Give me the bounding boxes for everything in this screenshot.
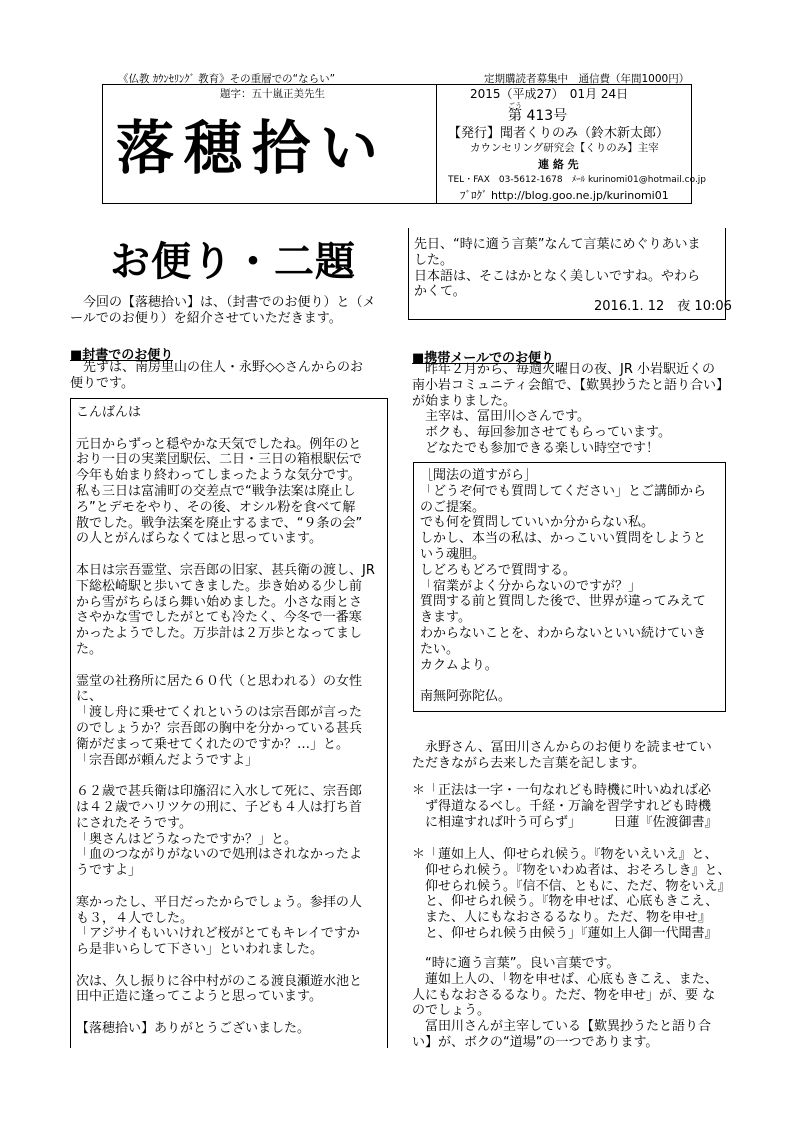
closing-tail-line: 人にもなおさるるなり。ただ、物を申せ」が、要 な [412, 987, 716, 1003]
issue-ruby: ごう [508, 102, 522, 110]
letter-continued-line: した。 [414, 252, 454, 268]
letter-lead [70, 360, 400, 392]
letter-line: 「宗吾郎が頼んだようですよ」 [76, 752, 259, 768]
letter-line [76, 1005, 386, 1021]
quote-line: 仰せられ候う。『物をいわぬ者は、おそろしき』と、 [412, 862, 731, 878]
letter-line [76, 658, 386, 674]
intro-line: ールでのお便り）を紹介させていただきます。 [70, 310, 342, 326]
closing-tail-line: 蓮如上人の、「物を申せば、心底もきこえ、また、 [412, 971, 718, 987]
letter-line: の人とがんばらなくてはと思っています。 [76, 531, 322, 547]
mail-lead [412, 362, 732, 457]
intro-line: 今回の【落穂拾い】は、（封書でのお便り）と（メ [70, 295, 376, 310]
blog-url: ﾌﾞﾛｸﾞ http://blog.goo.ne.jp/kurinomi01 [460, 189, 669, 202]
letter-line: 散でした。戦争法案を廃止するまで、“９条の会” [76, 515, 363, 531]
mail-line: 「どうぞ何でも質問してください」とご講師から [420, 483, 707, 499]
letter-line: も３，４人でした。 [76, 910, 194, 926]
letter-line: 「渡し舟に乗せてくれというのは宗吾郎が言った [76, 705, 363, 721]
letter-line [76, 421, 386, 437]
letter-continued [414, 237, 722, 300]
mail-line: たい。 [420, 641, 460, 657]
organization: カウンセリング研究会【くりのみ】主宰 [470, 142, 659, 154]
mail-line: しどろもどろで質問する。 [420, 562, 576, 578]
mail-line: のご提案。 [420, 499, 486, 515]
letter-line: 本日は宗吾霊堂、宗吾郎の旧家、甚兵衛の渡し、JR [76, 562, 375, 578]
masthead-divider [436, 84, 437, 204]
letter-date: 2016.1. 12 夜 10:06 [594, 299, 732, 314]
letter-line: おり一日の実業団駅伝、二日・三日の箱根駅伝で [76, 452, 363, 468]
header-left-note: 《仏教 ｶｳﾝｾﾘﾝｸﾞ 教育》その重層での“ならい” [118, 73, 336, 85]
letter-line: こんばんは [76, 405, 142, 420]
mail-line: 質問する前と質問した後で、世界が違ってみえて [420, 594, 706, 610]
mail-lead-line: 主宰は、冨田川◇さんです。 [412, 409, 590, 425]
mail-line [420, 673, 724, 689]
letter-line [76, 768, 386, 784]
letter-line: のでしょうか？宗吾郎の胸中を分かっている甚兵 [76, 720, 363, 736]
letter-body [76, 405, 386, 1037]
letter-continued-line: かくて。 [414, 284, 466, 300]
letter-line: から雪がちらほら舞い始めました。小さな雨とさ [76, 594, 363, 610]
mail-line: しかし、本当の私は、かっこいい質問をしようと [420, 531, 707, 547]
letter-lead-line: 便りです。 [70, 375, 134, 391]
letter-line: 「奥さんはどうなったですか？」と。 [76, 831, 298, 847]
mail-line: 南無阿弥陀仏。 [420, 689, 512, 705]
contact-label: 連 絡 先 [538, 158, 579, 171]
quote-line: また、人にもなおさるるなり。ただ、物を申せ』 [412, 910, 712, 926]
mail-lead-line: 昨年２月から、毎週火曜日の夜、JR 小岩駅近くの [412, 362, 715, 377]
publisher: 【発行】聞者くりのみ（鈴木新太郎） [448, 126, 670, 141]
closing-tail-line: “時に適う言葉”。良い言葉です。 [412, 956, 620, 971]
letter-line: 【落穂拾い】ありがとうございました。 [76, 1021, 311, 1037]
letter-line: に、 [76, 689, 103, 705]
issue-number: 第 413号 [508, 108, 568, 124]
closing-tail [412, 956, 737, 1051]
quote-line: 仰せられ候う。『信不信、ともに、ただ、物をいえ』 [412, 878, 731, 894]
letter-line: 元日からずっと穏やかな天気でしたね。例年のと [76, 436, 362, 452]
mail-line: カクムより。 [420, 657, 498, 673]
letter-line: 次は、久し振りに谷中村がのこる渡良瀬遊水池と [76, 973, 363, 989]
letter-line: 寒かったし、平日だったからでしょう。参拝の人 [76, 894, 362, 910]
closing-lead-line: 永野さん、冨田川さんからのお便りを読ませてい [412, 740, 712, 755]
mail-lead-line: が始まりました。 [412, 393, 517, 409]
letter-line [76, 547, 386, 563]
closing-tail-line: のでしょう。 [412, 1003, 491, 1019]
quote-nichiren [412, 783, 737, 830]
mail-line: ［聞法の道すがら］ [420, 468, 538, 483]
letter-line [76, 879, 386, 895]
letter-heading: ■封書でのお便り [70, 348, 174, 363]
letter-line: ６２歳で甚兵衛は印旛沼に入水して死に、宗吾郎 [76, 784, 363, 800]
letter-line: 下総松崎駅と歩いてきました。歩き始める少し前 [76, 578, 363, 594]
quote-line: ＊「正法は一字・一句なれども時機に叶いぬれば必 [412, 783, 712, 798]
header-right-note: 定期購読者募集中 通信費（年間1000円） [484, 73, 690, 85]
quote-line: と、仰せられ候う由候う」『蓮如上人御一代聞書』 [412, 925, 718, 941]
letter-line: 「血のつながりがないので処刑はされなかったよ [76, 847, 363, 863]
letter-line: 田中正造に逢ってこようと思っています。 [76, 989, 322, 1005]
letter-lead-line: 先ずは、南房里山の住人・永野◇◇さんからのお [70, 360, 363, 375]
mail-line: わからないことを、わからないといい続けていき [420, 625, 707, 641]
letter-line: ろ”とデモをやり、その後、オシル粉を食べて解 [76, 499, 356, 515]
contact-tel: TEL・FAX 03-5612-1678 ﾒｰﾙ kurinomi01@hotmail.co.jp [448, 175, 707, 185]
closing-tail-line: い】が、ボクの“道場”の一つであります。 [412, 1034, 659, 1050]
mail-lead-line: どなたでも参加できる楽しい時空です！ [412, 440, 660, 456]
mail-line: きます。 [420, 610, 471, 626]
quote-rennyo [412, 847, 737, 942]
mail-lead-line: 南小岩コミュニティ会館で、【歎異抄うたと語り合い】 [412, 377, 729, 393]
newsletter-title: 落穂拾い [116, 118, 389, 178]
letter-line: かったようでした。万歩計は２万歩となってまし [76, 626, 363, 642]
quote-line: に相違すれば叶う可らず」 日蓮『佐渡御書』 [412, 814, 718, 830]
mail-line: いう魂胆。 [420, 546, 486, 562]
calligraphy-credit: 題字：五十嵐正美先生 [220, 88, 325, 100]
quote-line: ず得道なるべし。千経・万論を習学すれども時機 [412, 798, 712, 814]
letter-line: た。 [76, 641, 103, 657]
closing-tail-line: 冨田川さんが主宰している【歎異抄うたと語り合 [412, 1019, 712, 1035]
quote-line: ＊「蓮如上人、仰せられ候う。『物をいえいえ』と、 [412, 847, 718, 862]
letter-line: 私も三日は富浦町の交差点で“戦争法案は廃止し [76, 483, 356, 499]
letter-line: 今年も始まり終わってしまったような気分です。 [76, 468, 361, 484]
issue-date: 2015（平成27） 01月 24日 [470, 87, 629, 101]
mail-body [420, 468, 724, 705]
closing-lead [412, 740, 732, 772]
letter-line: ら是非いらして下さい」といわれました。 [76, 942, 324, 958]
letter-continued-line: 先日、“時に適う言葉”なんて言葉にめぐりあいま [414, 237, 701, 252]
letter-continued-line: 日本語は、そこはかとなく美しいですね。やわら [414, 268, 701, 284]
letter-line: さやかな雪でしたがとても冷たく、今冬で一番寒 [76, 610, 362, 626]
quote-line: と、仰せられ候う。『物を申せば、心底もきこえ、 [412, 894, 719, 910]
letter-line [76, 958, 386, 974]
intro [70, 295, 400, 327]
letter-line: は４２歳でハリツケの刑に、子ども４人は打ち首 [76, 799, 362, 815]
mail-heading: ■携帯メールでのお便り [412, 351, 555, 366]
letter-line: 衛がだまって乗せてくれたのですか？…」と。 [76, 736, 350, 752]
letter-line: にされたそうです。 [76, 815, 192, 831]
mail-line: 「宿業がよく分からないのですが？」 [420, 578, 642, 594]
mail-lead-line: ボクも、毎回参加させてもらっています。 [412, 425, 671, 441]
letter-line: 霊堂の社務所に居た６０代（と思われる）の女性 [76, 673, 363, 689]
closing-lead-line: ただきながら去来した言葉を記します。 [412, 755, 645, 771]
letter-line: うですよ」 [76, 863, 142, 879]
letter-line: 「アジサイもいいけれど桜がとてもキレイですか [76, 926, 360, 942]
main-title: お便り・二題 [110, 240, 356, 284]
mail-line: でも何を質問していいか分からない私。 [420, 515, 655, 531]
